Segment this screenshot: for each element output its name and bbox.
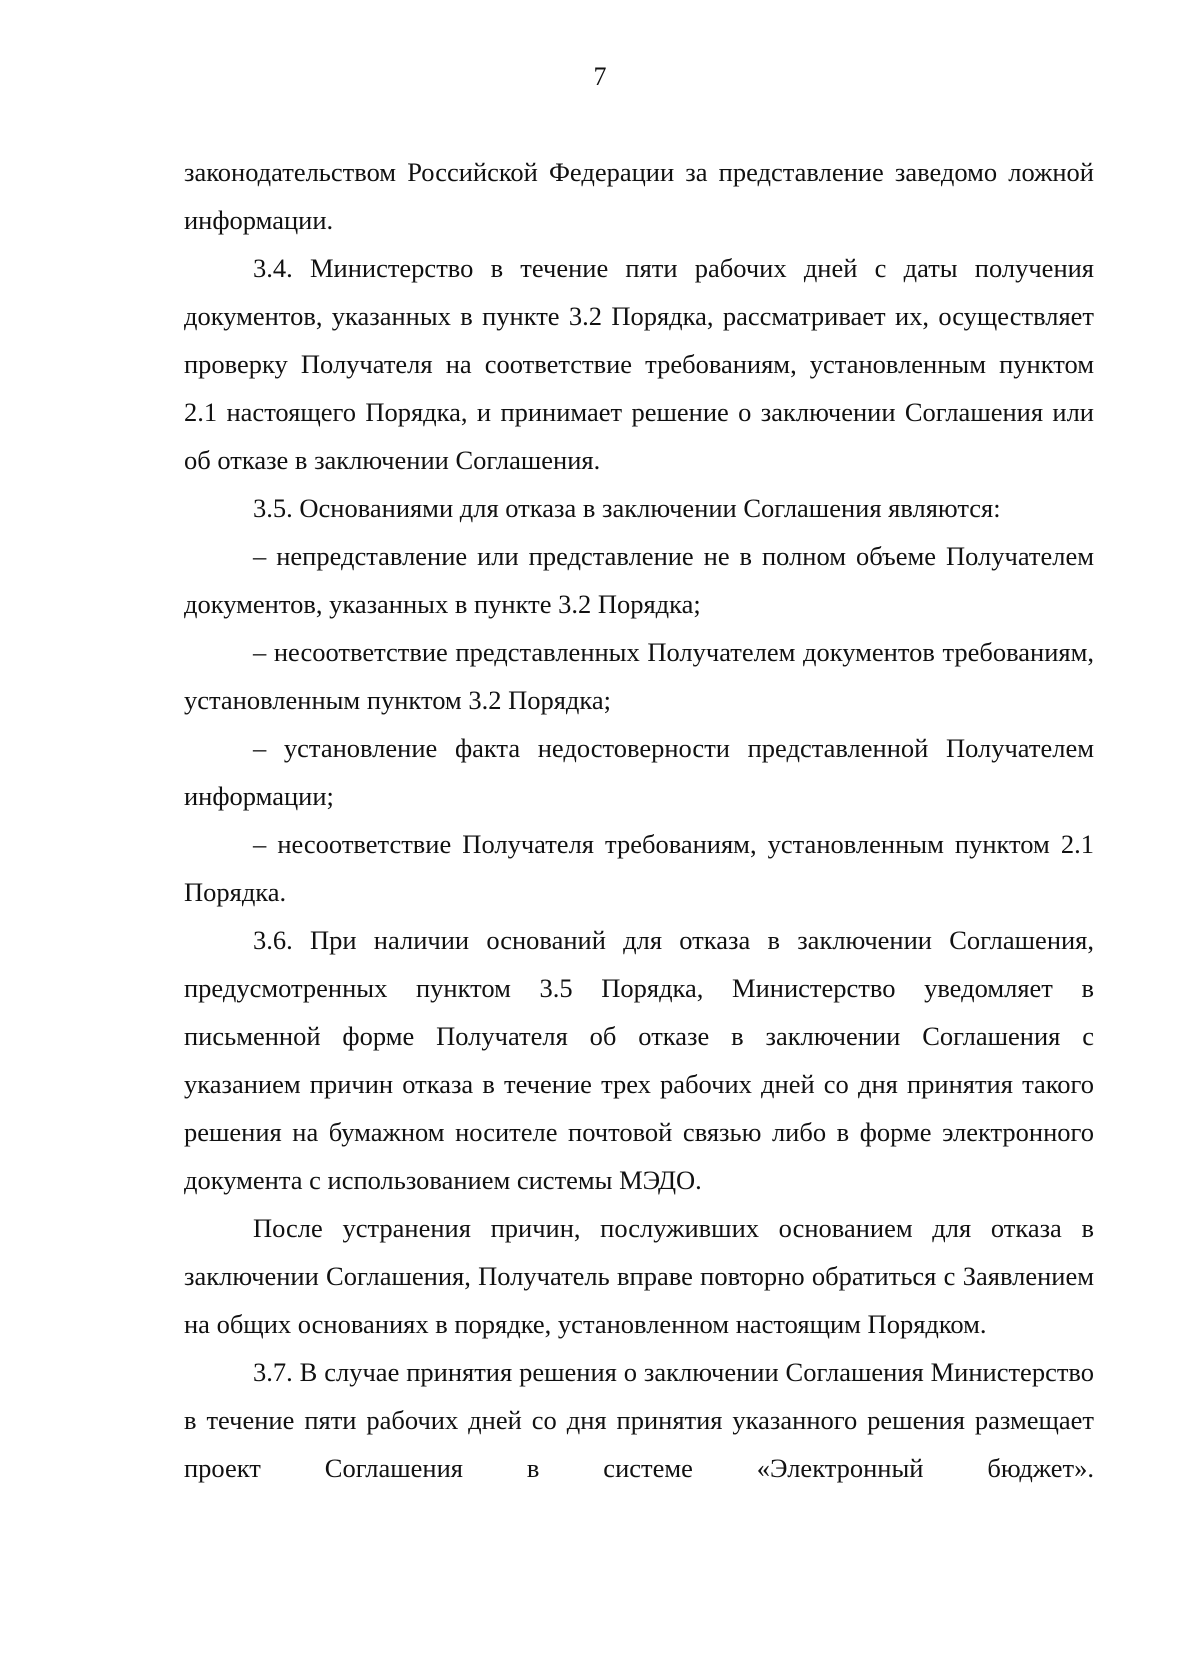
paragraph-after-elimination: После устранения причин, послуживших основанием для отказа в заключении Соглашения, Получатель вправе повторно обратиться с Заявлением на общих основаниях в порядке, установленном настоящим Порядком. (184, 1213, 1094, 1339)
paragraph-3-4: 3.4. Министерство в течение пяти рабочих дней с даты получения документов, указанных в пункте 3.2 Порядка, рассматривает их, осуществляет проверку Получателя на соответствие требованиям, установленным пунктом 2.1 настоящего Порядка, и принимает решение о заключении Соглашения или об отказе в заключении Соглашения. (184, 253, 1094, 475)
list-item-non-submission: – непредставление или представление не в полном объеме Получателем документов, указанных в пункте 3.2 Порядка; (184, 541, 1094, 619)
page-number: 7 (593, 62, 607, 91)
paragraph-3-7: 3.7. В случае принятия решения о заключении Соглашения Министерство в течение пяти рабочих дней со дня принятия указанного решения размещает проект Соглашения в системе «Электронный бюджет». (184, 1357, 1094, 1483)
paragraph-3-5: 3.5. Основаниями для отказа в заключении Соглашения являются: (253, 493, 1001, 523)
document-body (184, 148, 1094, 1492)
list-item-recipient-mismatch: – несоответствие Получателя требованиям, установленным пунктом 2.1 Порядка. (184, 829, 1094, 907)
paragraph-continuation: законодательством Российской Федерации за представление заведомо ложной информации. (184, 157, 1094, 235)
list-item-false-information: – установление факта недостоверности представленной Получателем информации; (184, 733, 1094, 811)
list-item-documents-mismatch: – несоответствие представленных Получателем документов требованиям, установленным пунктом 3.2 Порядка; (184, 637, 1094, 715)
paragraph-3-6: 3.6. При наличии оснований для отказа в заключении Соглашения, предусмотренных пунктом 3.5 Порядка, Министерство уведомляет в письменной форме Получателя об отказе в заключении Соглашения с указанием причин отказа в течение трех рабочих дней со дня принятия такого решения на бумажном носителе почтовой связью либо в форме электронного документа с использованием системы МЭДО. (184, 925, 1094, 1195)
